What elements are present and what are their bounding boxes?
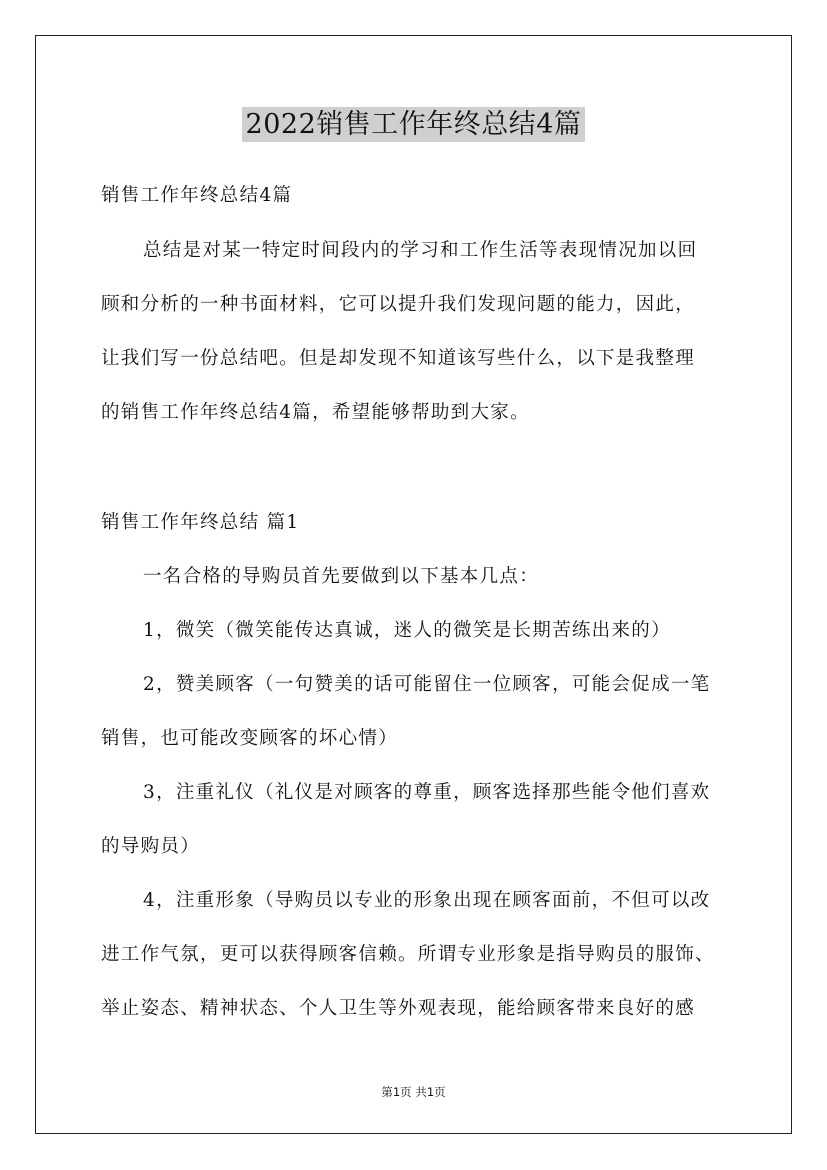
document-title-container (0, 102, 827, 141)
section1-line-1: 一名合格的导购员首先要做到以下基本几点： (143, 566, 540, 587)
intro-line-1: 总结是对某一特定时间段内的学习和工作生活等表现情况加以回 (143, 240, 698, 261)
heading: 销售工作年终总结4篇 (101, 185, 293, 206)
section1-line-3: 2，赞美顾客（一句赞美的话可能留住一位顾客，可能会促成一笔 (143, 674, 711, 695)
section1-line-9: 举止姿态、精神状态、个人卫生等外观表现，能给顾客带来良好的感 (101, 998, 696, 1019)
section1-line-6: 的导购员） (101, 836, 201, 857)
document-title: 2022销售工作年终总结4篇 (242, 107, 586, 142)
section1-line-2: 1，微笑（微笑能传达真诚，迷人的微笑是长期苦练出来的） (143, 620, 671, 641)
intro-line-3: 让我们写一份总结吧。但是却发现不知道该写些什么，以下是我整理 (101, 348, 696, 369)
intro-line-4: 的销售工作年终总结4篇，希望能够帮助到大家。 (101, 402, 530, 423)
section1-line-7: 4，注重形象（导购员以专业的形象出现在顾客面前，不但可以改 (143, 890, 711, 911)
section1-heading: 销售工作年终总结 篇1 (101, 512, 300, 533)
section1-line-5: 3，注重礼仪（礼仪是对顾客的尊重，顾客选择那些能令他们喜欢 (143, 782, 711, 803)
page-footer: 第1页 共1页 (381, 1085, 446, 1099)
intro-line-2: 顾和分析的一种书面材料，它可以提升我们发现问题的能力，因此， (101, 294, 696, 315)
section1-line-4: 销售，也可能改变顾客的坏心情） (101, 728, 399, 749)
section1-line-8: 进工作气氛，更可以获得顾客信赖。所谓专业形象是指导购员的服饰、 (101, 944, 715, 965)
